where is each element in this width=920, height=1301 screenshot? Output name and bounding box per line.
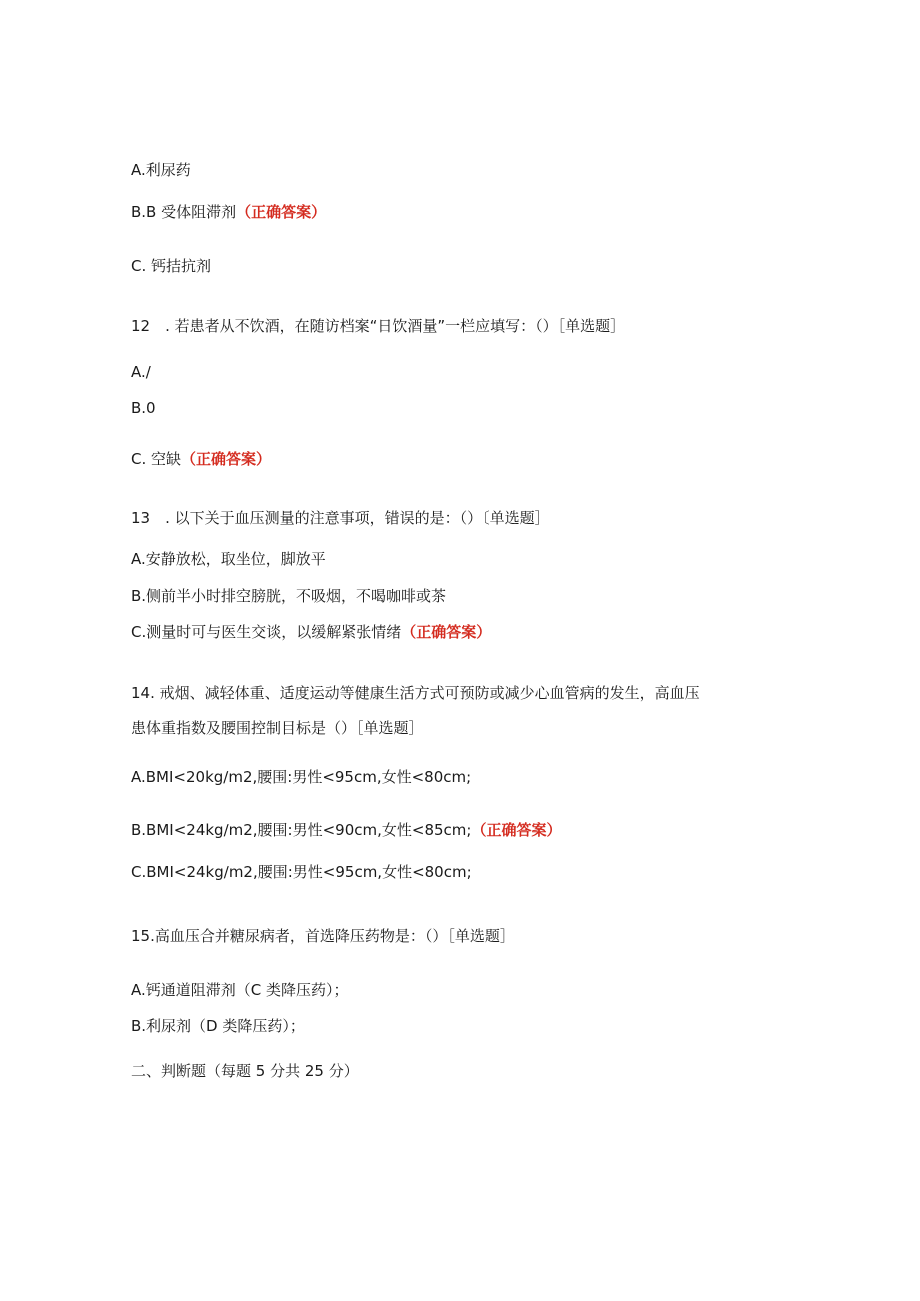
- q13-option-b: B.侧前半小时排空膀胱，不吸烟，不喝咖啡或茶: [131, 587, 447, 605]
- q11-option-c: C. 钙拮抗剂: [131, 257, 212, 275]
- option-text: B.BMI<24kg∕m2,腰围:男性<90cm,女性<85cm;: [131, 821, 472, 839]
- correct-answer-mark: （正确答案）: [236, 203, 327, 221]
- option-text: C. 空缺: [131, 450, 182, 468]
- correct-answer-mark: （正确答案）: [181, 450, 272, 468]
- q11-option-b: [131, 202, 326, 222]
- q15-option-a: A.钙通道阻滞剂（C 类降压药）；: [131, 981, 349, 999]
- q14-question-line1: 14. 戒烟、减轻体重、适度运动等健康生活方式可预防或减少心血管病的发生，高血压: [131, 684, 700, 702]
- q14-option-a: A.BMI<20kg∕m2,腰围:男性<95cm,女性<80cm;: [131, 768, 472, 786]
- q14-option-c: C.BMI<24kg∕m2,腰围:男性<95cm,女性<80cm;: [131, 863, 472, 881]
- option-text: C.测量时可与医生交谈，以缓解紧张情绪: [131, 623, 402, 641]
- correct-answer-mark: （正确答案）: [401, 623, 492, 641]
- option-text: B.B 受体阻滞剂: [131, 203, 237, 221]
- q11-option-a: A.利尿药: [131, 161, 191, 179]
- q12-option-b: B.0: [131, 399, 156, 417]
- q14-question-line2: 患体重指数及腰围控制目标是（）［单选题］: [131, 719, 424, 737]
- q13-question: 13 . 以下关于血压测量的注意事项，错误的是：（）〔单选题］: [131, 509, 550, 527]
- q13-option-a: A.安静放松，取坐位，脚放平: [131, 550, 326, 568]
- q15-option-b: B.利尿剂（D 类降压药）；: [131, 1017, 305, 1035]
- q12-question: 12 . 若患者从不饮酒，在随访档案“日饮酒量”一栏应填写：（）［单选题］: [131, 317, 626, 335]
- correct-answer-mark: （正确答案）: [471, 821, 562, 839]
- q14-option-b: [131, 820, 561, 840]
- q13-option-c: [131, 622, 491, 642]
- q15-question: 15.高血压合并糖尿病者，首选降压药物是：（）［单选题］: [131, 927, 515, 945]
- q12-option-a: A./: [131, 363, 151, 381]
- q12-option-c: [131, 449, 271, 469]
- section-heading: 二、判断题（每题 5 分共 25 分）: [131, 1062, 359, 1080]
